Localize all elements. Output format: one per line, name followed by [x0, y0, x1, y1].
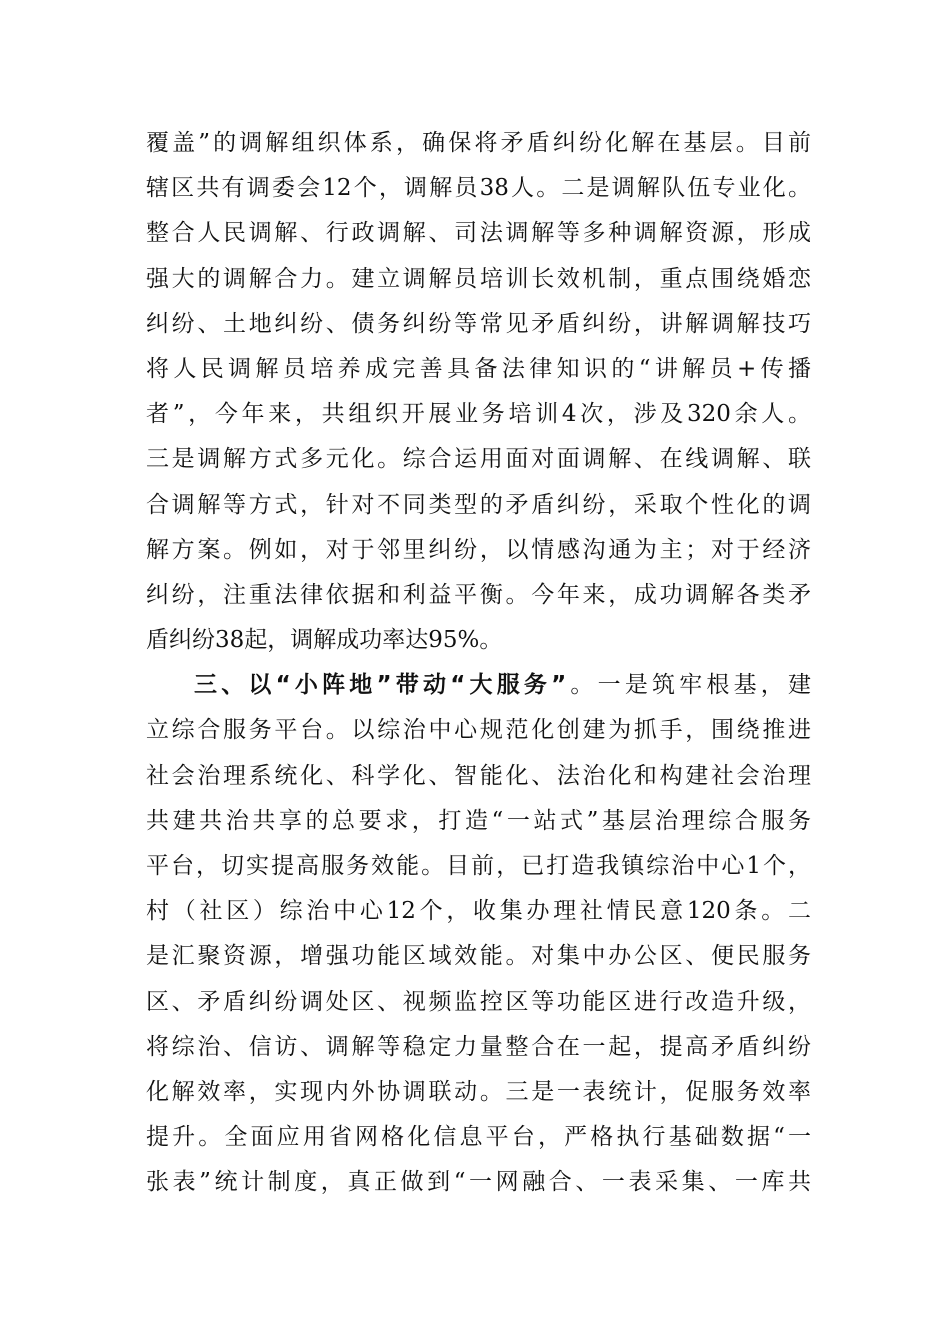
- text-line-6: 将人民调解员培养成完善具备法律知识的“讲解员+传播: [146, 355, 811, 382]
- section-3-line-3: 社会治理系统化、科学化、智能化、法治化和构建社会治理: [146, 762, 811, 789]
- section-3-line-12: 张表”统计制度，真正做到“一网融合、一表采集、一库共: [146, 1169, 811, 1196]
- section-3-line-8: 区、矛盾纠纷调处区、视频监控区等功能区进行改造升级，: [146, 988, 811, 1015]
- text-line-5: 纠纷、土地纠纷、债务纠纷等常见矛盾纠纷，讲解调解技巧: [146, 310, 811, 337]
- section-3-line-11: 提升。全面应用省网格化信息平台，严格执行基础数据“一: [146, 1124, 811, 1151]
- body-text: [146, 121, 811, 1206]
- text-line-4: 强大的调解合力。建立调解员培训长效机制，重点围绕婚恋: [146, 265, 811, 292]
- text-line-11: 纠纷，注重法律依据和利益平衡。今年来，成功调解各类矛: [146, 581, 811, 608]
- text-line-12: 盾纠纷38起，调解成功率达95%。: [146, 627, 503, 654]
- text-line-10: 解方案。例如，对于邻里纠纷，以情感沟通为主；对于经济: [146, 536, 811, 563]
- section-3-line-10: 化解效率，实现内外协调联动。三是一表统计，促服务效率: [146, 1078, 811, 1105]
- text-line-1: 覆盖”的调解组织体系，确保将矛盾纠纷化解在基层。目前: [146, 130, 811, 156]
- section-3-heading: 三、以“小阵地”带动“大服务”: [194, 672, 567, 699]
- section-3-line-6: 村（社区）综治中心12个，收集办理社情民意120条。二: [146, 898, 811, 925]
- section-3-line-9: 将综治、信访、调解等稳定力量整合在一起，提高矛盾纠纷: [146, 1033, 811, 1060]
- section-3-line-7: 是汇聚资源，增强功能区域效能。对集中办公区、便民服务: [146, 943, 811, 970]
- text-line-3: 整合人民调解、行政调解、司法调解等多种调解资源，形成: [146, 220, 811, 247]
- section-3-first-line: [146, 663, 811, 708]
- section-3-line-5: 平台，切实提高服务效能。目前，已打造我镇综治中心1个，: [146, 853, 811, 879]
- section-3-line-2: 立综合服务平台。以综治中心规范化创建为抓手，围绕推进: [146, 717, 811, 744]
- section-3-line-4: 共建共治共享的总要求，打造“一站式”基层治理综合服务: [146, 807, 811, 834]
- section-3-first-line-rest: 。一是筑牢根基，建: [566, 672, 811, 699]
- text-line-2: 辖区共有调委会12个，调解员38人。二是调解队伍专业化。: [146, 175, 811, 202]
- text-line-8: 三是调解方式多元化。综合运用面对面调解、在线调解、联: [146, 446, 811, 473]
- text-line-9: 合调解等方式，针对不同类型的矛盾纠纷，采取个性化的调: [146, 491, 811, 518]
- text-line-7: 者”，今年来，共组织开展业务培训4次，涉及320余人。: [146, 401, 811, 428]
